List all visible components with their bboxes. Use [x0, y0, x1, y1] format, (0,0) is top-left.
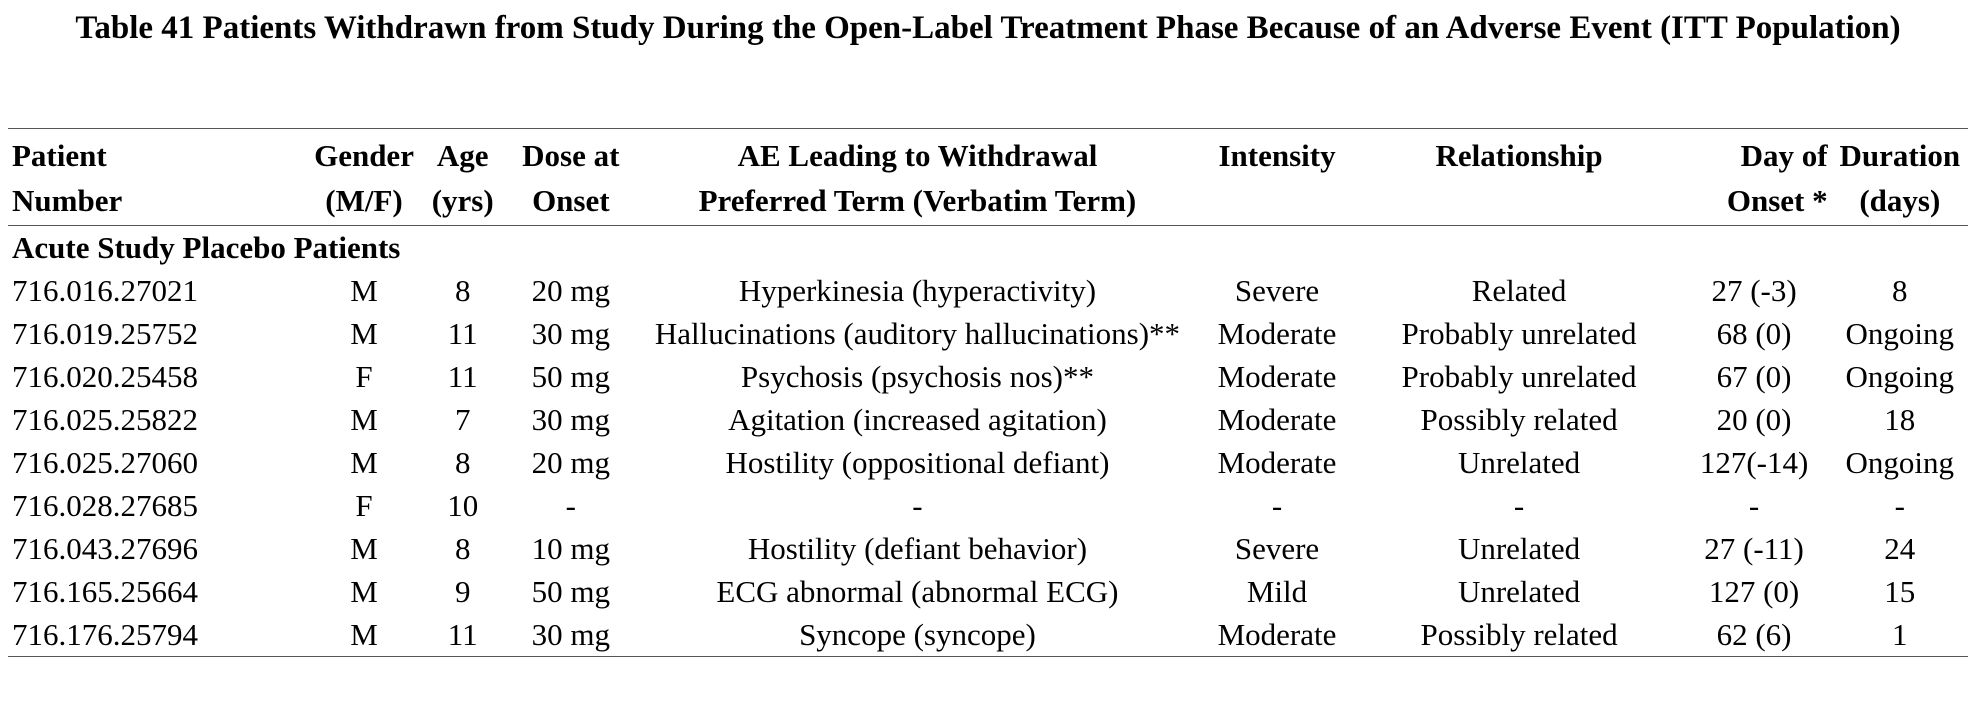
cell-relationship: Unrelated — [1457, 531, 1581, 566]
table-row — [8, 312, 1968, 355]
cell-intensity: Moderate — [1217, 445, 1337, 480]
cell-adverse-event: Syncope (syncope) — [799, 617, 1036, 652]
table-row — [8, 613, 1968, 657]
table-row — [8, 269, 1968, 312]
cell-adverse-event: - — [912, 488, 923, 523]
cell-intensity: - — [1271, 488, 1283, 523]
cell-relationship: Probably unrelated — [1401, 359, 1637, 394]
cell-day-of-onset: 68 (0) — [1716, 316, 1792, 351]
header-intensity: Intensity — [1218, 138, 1336, 173]
cell-duration: Ongoing — [1845, 359, 1955, 394]
cell-patient-number: 716.020.25458 — [12, 359, 198, 394]
header-gender: Gender (M/F) — [314, 138, 414, 218]
cell-intensity: Severe — [1234, 273, 1320, 308]
cell-age: 7 — [454, 402, 471, 437]
header-duration: Duration (days) — [1839, 138, 1961, 218]
cell-relationship: Probably unrelated — [1401, 316, 1637, 351]
header-ae: AE Leading to Withdrawal Preferred Term (Verbatim Term) — [698, 138, 1137, 218]
header-row — [8, 129, 1968, 226]
cell-day-of-onset: - — [1748, 488, 1760, 523]
header-dose: Dose at Onset — [522, 138, 620, 218]
cell-dose: 50 mg — [531, 359, 610, 394]
cell-dose: 30 mg — [531, 402, 610, 437]
cell-age: 9 — [454, 574, 471, 609]
cell-relationship: Related — [1471, 273, 1567, 308]
cell-dose: 50 mg — [531, 574, 610, 609]
cell-gender: M — [350, 402, 378, 437]
cell-gender: F — [355, 488, 373, 523]
section-title: Acute Study Placebo Patients — [12, 230, 401, 265]
header-patient-number: Patient Number — [12, 138, 123, 218]
cell-relationship: Unrelated — [1457, 574, 1581, 609]
cell-age: 8 — [454, 273, 471, 308]
cell-intensity: Moderate — [1217, 617, 1337, 652]
cell-patient-number: 716.165.25664 — [12, 574, 198, 609]
cell-intensity: Moderate — [1217, 316, 1337, 351]
cell-patient-number: 716.028.27685 — [12, 488, 198, 523]
cell-patient-number: 716.019.25752 — [12, 316, 198, 351]
cell-day-of-onset: 67 (0) — [1716, 359, 1792, 394]
cell-gender: M — [350, 531, 378, 566]
cell-duration: 18 — [1884, 402, 1916, 437]
header-relationship: Relationship — [1435, 138, 1603, 173]
cell-patient-number: 716.016.27021 — [12, 273, 198, 308]
cell-intensity: Severe — [1234, 531, 1320, 566]
table-row — [8, 355, 1968, 398]
header-age: Age (yrs) — [431, 138, 494, 218]
cell-day-of-onset: 127(-14) — [1699, 445, 1809, 480]
table-row — [8, 527, 1968, 570]
cell-day-of-onset: 27 (-3) — [1711, 273, 1797, 308]
cell-gender: M — [350, 316, 378, 351]
cell-patient-number: 716.176.25794 — [12, 617, 198, 652]
cell-age: 11 — [447, 316, 478, 351]
cell-gender: M — [350, 445, 378, 480]
cell-dose: 10 mg — [531, 531, 610, 566]
cell-relationship: - — [1513, 488, 1525, 523]
cell-duration: Ongoing — [1845, 445, 1955, 480]
cell-gender: M — [350, 617, 378, 652]
cell-intensity: Mild — [1246, 574, 1308, 609]
cell-day-of-onset: 20 (0) — [1716, 402, 1792, 437]
cell-patient-number: 716.025.25822 — [12, 402, 198, 437]
withdrawal-table — [8, 128, 1968, 657]
cell-relationship: Possibly related — [1420, 617, 1618, 652]
cell-gender: M — [350, 273, 378, 308]
cell-intensity: Moderate — [1217, 359, 1337, 394]
cell-patient-number: 716.025.27060 — [12, 445, 198, 480]
cell-dose: 30 mg — [531, 617, 610, 652]
cell-duration: Ongoing — [1845, 316, 1955, 351]
cell-relationship: Possibly related — [1420, 402, 1618, 437]
cell-adverse-event: Agitation (increased agitation) — [728, 402, 1107, 437]
cell-dose: 20 mg — [531, 273, 610, 308]
cell-age: 11 — [447, 359, 478, 394]
table-body — [8, 226, 1968, 657]
cell-adverse-event: Hallucinations (auditory hallucinations)** — [654, 316, 1181, 351]
cell-gender: F — [355, 359, 373, 394]
table-caption: Table 41 Patients Withdrawn from Study During the Open-Label Treatment Phase Because of an Adverse Event (ITT Population) — [75, 10, 1901, 46]
cell-dose: - — [565, 488, 576, 523]
cell-gender: M — [350, 574, 378, 609]
cell-duration: 1 — [1892, 617, 1908, 652]
cell-age: 8 — [454, 531, 471, 566]
table-row — [8, 570, 1968, 613]
cell-day-of-onset: 127 (0) — [1708, 574, 1800, 609]
cell-adverse-event: Hostility (oppositional defiant) — [725, 445, 1110, 480]
cell-adverse-event: Psychosis (psychosis nos)** — [740, 359, 1094, 394]
table-row — [8, 398, 1968, 441]
cell-day-of-onset: 27 (-11) — [1704, 531, 1804, 566]
cell-age: 11 — [447, 617, 478, 652]
cell-duration: - — [1894, 488, 1905, 523]
cell-duration: 8 — [1892, 273, 1908, 308]
header-day-of-onset: Day of Onset * — [1726, 138, 1828, 218]
cell-adverse-event: Hostility (defiant behavior) — [747, 531, 1088, 566]
table-row — [8, 484, 1968, 527]
cell-adverse-event: Hyperkinesia (hyperactivity) — [738, 273, 1097, 308]
cell-relationship: Unrelated — [1457, 445, 1581, 480]
cell-patient-number: 716.043.27696 — [12, 531, 198, 566]
cell-adverse-event: ECG abnormal (abnormal ECG) — [716, 574, 1119, 609]
cell-age: 10 — [447, 488, 479, 523]
cell-duration: 15 — [1884, 574, 1916, 609]
cell-intensity: Moderate — [1217, 402, 1337, 437]
cell-day-of-onset: 62 (6) — [1716, 617, 1792, 652]
cell-duration: 24 — [1884, 531, 1916, 566]
section-row — [8, 226, 1968, 270]
cell-age: 8 — [454, 445, 471, 480]
table-row — [8, 441, 1968, 484]
cell-dose: 30 mg — [531, 316, 610, 351]
cell-dose: 20 mg — [531, 445, 610, 480]
